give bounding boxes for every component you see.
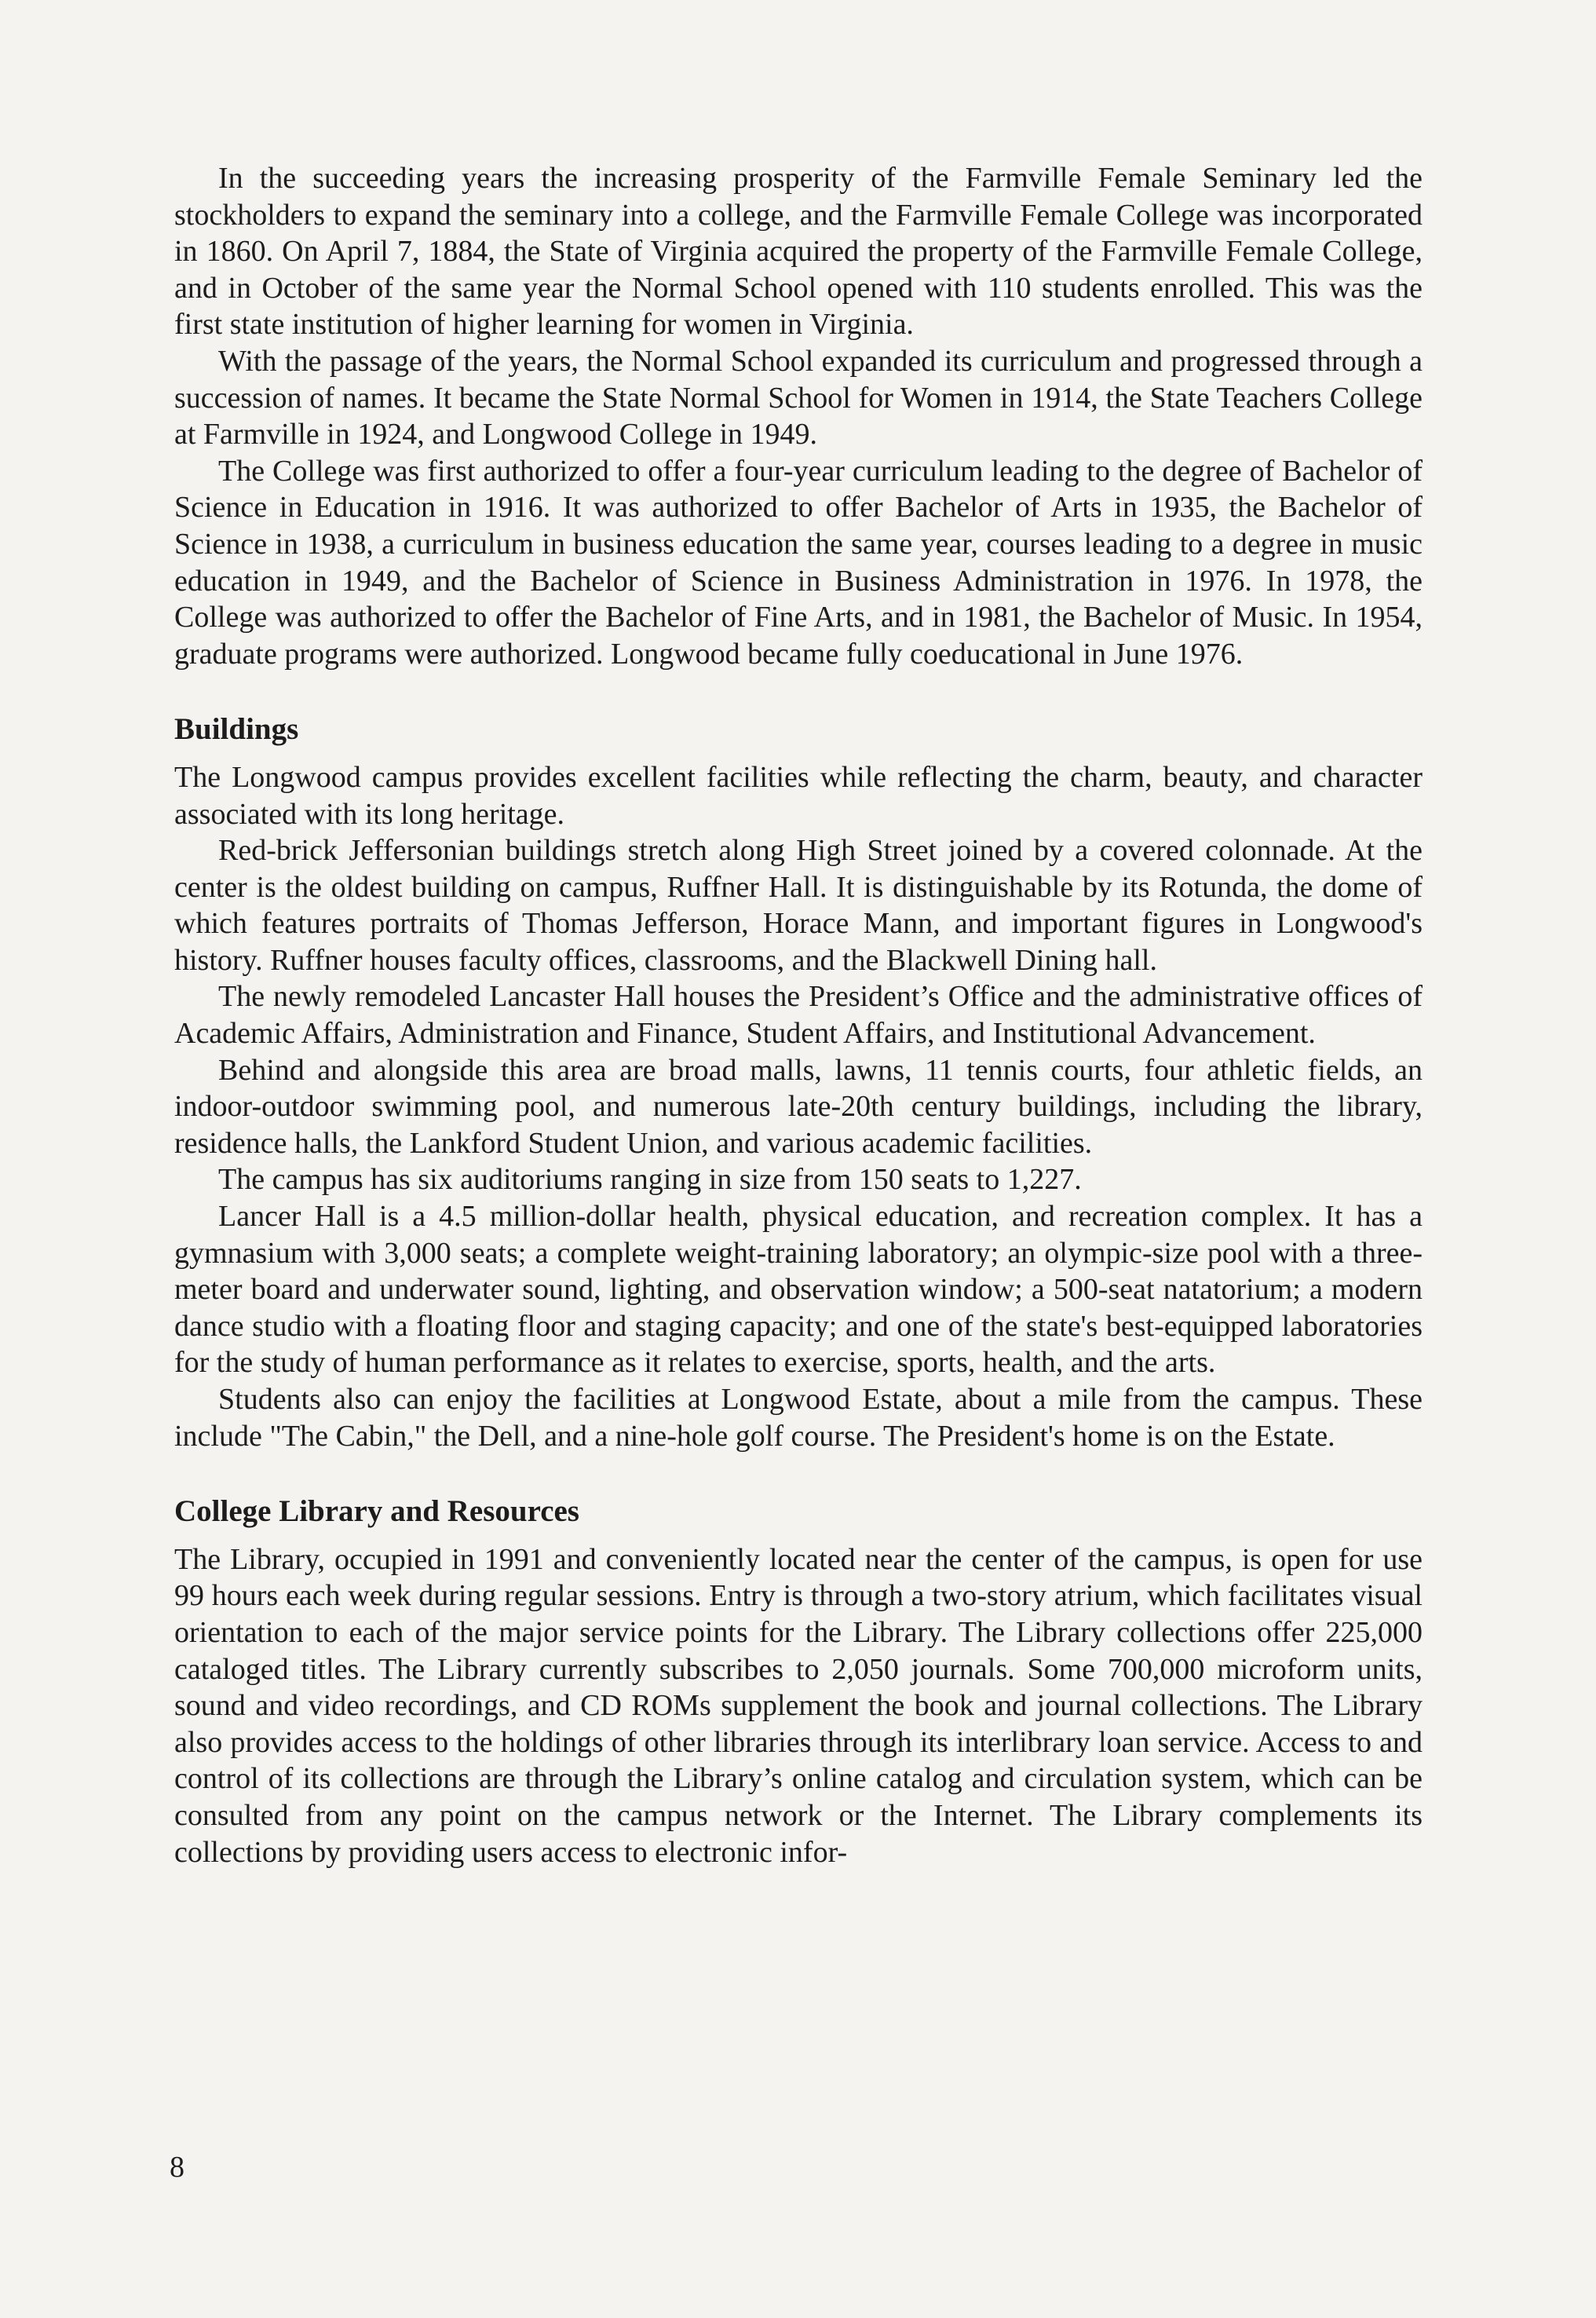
library-heading: College Library and Resources	[174, 1494, 579, 1529]
section-spacer	[174, 1454, 1423, 1494]
buildings-paragraph-3: The newly remodeled Lancaster Hall houses the President’s Office and the administrative offices of Academic Affairs, Administration and Finance, Student Affairs, and Institutional Advancement.	[174, 980, 1423, 1051]
section-spacer	[174, 672, 1423, 711]
history-section	[174, 160, 1423, 672]
buildings-paragraph-4: Behind and alongside this area are broad malls, lawns, 11 tennis courts, four athletic fields, an indoor-outdoor swimming pool, and numerous late-20th century buildings, including the library, residence halls, the Lankford Student Union, and various academic facilities.	[174, 1053, 1423, 1160]
library-section	[174, 1494, 1423, 1870]
heading-spacer	[174, 748, 1423, 759]
library-paragraph-1: The Library, occupied in 1991 and conveniently located near the center of the campus, is open for use 99 hours each week during regular sessions. Entry is through a two-story atrium, which facilitates visual orientation to each of the major service points for the Library. The Library collections offer 225,000 cataloged titles. The Library currently subscribes to 2,050 journals. Some 700,000 microform units, sound and video recordings, and CD ROMs supplement the book and journal collections. The Library also provides access to the holdings of other libraries through its interlibrary loan service. Access to and control of its collections are through the Library’s online catalog and circulation system, which can be consulted from any point on the campus network or the Internet. The Library complements its collections by providing users access to electronic infor-	[174, 1542, 1423, 1869]
buildings-section	[174, 711, 1423, 1454]
heading-spacer	[174, 1530, 1423, 1541]
buildings-heading: Buildings	[174, 712, 299, 747]
page-body	[174, 160, 1423, 1870]
history-paragraph-1: In the succeeding years the increasing prosperity of the Farmville Female Seminary led the stockholders to expand the seminary into a college, and the Farmville Female College was incorporated in 1860. On April 7, 1884, the State of Virginia acquired the property of the Farmville Female College, and in October of the same year the Normal School opened with 110 students enrolled. This was the first state institution of higher learning for women in Virginia.	[174, 162, 1423, 342]
buildings-paragraph-6: Lancer Hall is a 4.5 million-dollar health, physical education, and recreation complex. It has a gymnasium with 3,000 seats; a complete weight-training laboratory; an olympic-size pool with a three-meter board and underwater sound, lighting, and observation window; a 500-seat natatorium; a modern dance studio with a floating floor and staging capacity; and one of the state's best-equipped laboratories for the study of human performance as it relates to exercise, sports, health, and the arts.	[174, 1200, 1423, 1380]
history-paragraph-2: With the passage of the years, the Normal School expanded its curriculum and progressed through a succession of names. It became the State Normal School for Women in 1914, the State Teachers College at Farmville in 1924, and Longwood College in 1949.	[174, 344, 1423, 452]
history-paragraph-3: The College was first authorized to offer a four-year curriculum leading to the degree of Bachelor of Science in Education in 1916. It was authorized to offer Bachelor of Arts in 1935, the Bachelor of Science in 1938, a curriculum in business education the same year, courses leading to a degree in music education in 1949, and the Bachelor of Science in Business Administration in 1976. In 1978, the College was authorized to offer the Bachelor of Fine Arts, and in 1981, the Bachelor of Music. In 1954, graduate programs were authorized. Longwood became fully coeducational in June 1976.	[174, 454, 1423, 671]
buildings-paragraph-1: The Longwood campus provides excellent facilities while reflecting the charm, beauty, and character associated with its long heritage.	[174, 760, 1423, 831]
buildings-paragraph-5: The campus has six auditoriums ranging in size from 150 seats to 1,227.	[218, 1163, 1082, 1197]
buildings-paragraph-2: Red-brick Jeffersonian buildings stretch along High Street joined by a covered colonnade. At the center is the oldest building on campus, Ruffner Hall. It is distinguishable by its Rotunda, the dome of which features portraits of Thomas Jefferson, Horace Mann, and important figures in Longwood's history. Ruffner houses faculty offices, classrooms, and the Blackwell Dining hall.	[174, 834, 1423, 977]
buildings-paragraph-7: Students also can enjoy the facilities at Longwood Estate, about a mile from the campus. These include "The Cabin," the Dell, and a nine-hole golf course. The President's home is on the Estate.	[174, 1383, 1423, 1453]
page-number: 8	[170, 2151, 184, 2184]
